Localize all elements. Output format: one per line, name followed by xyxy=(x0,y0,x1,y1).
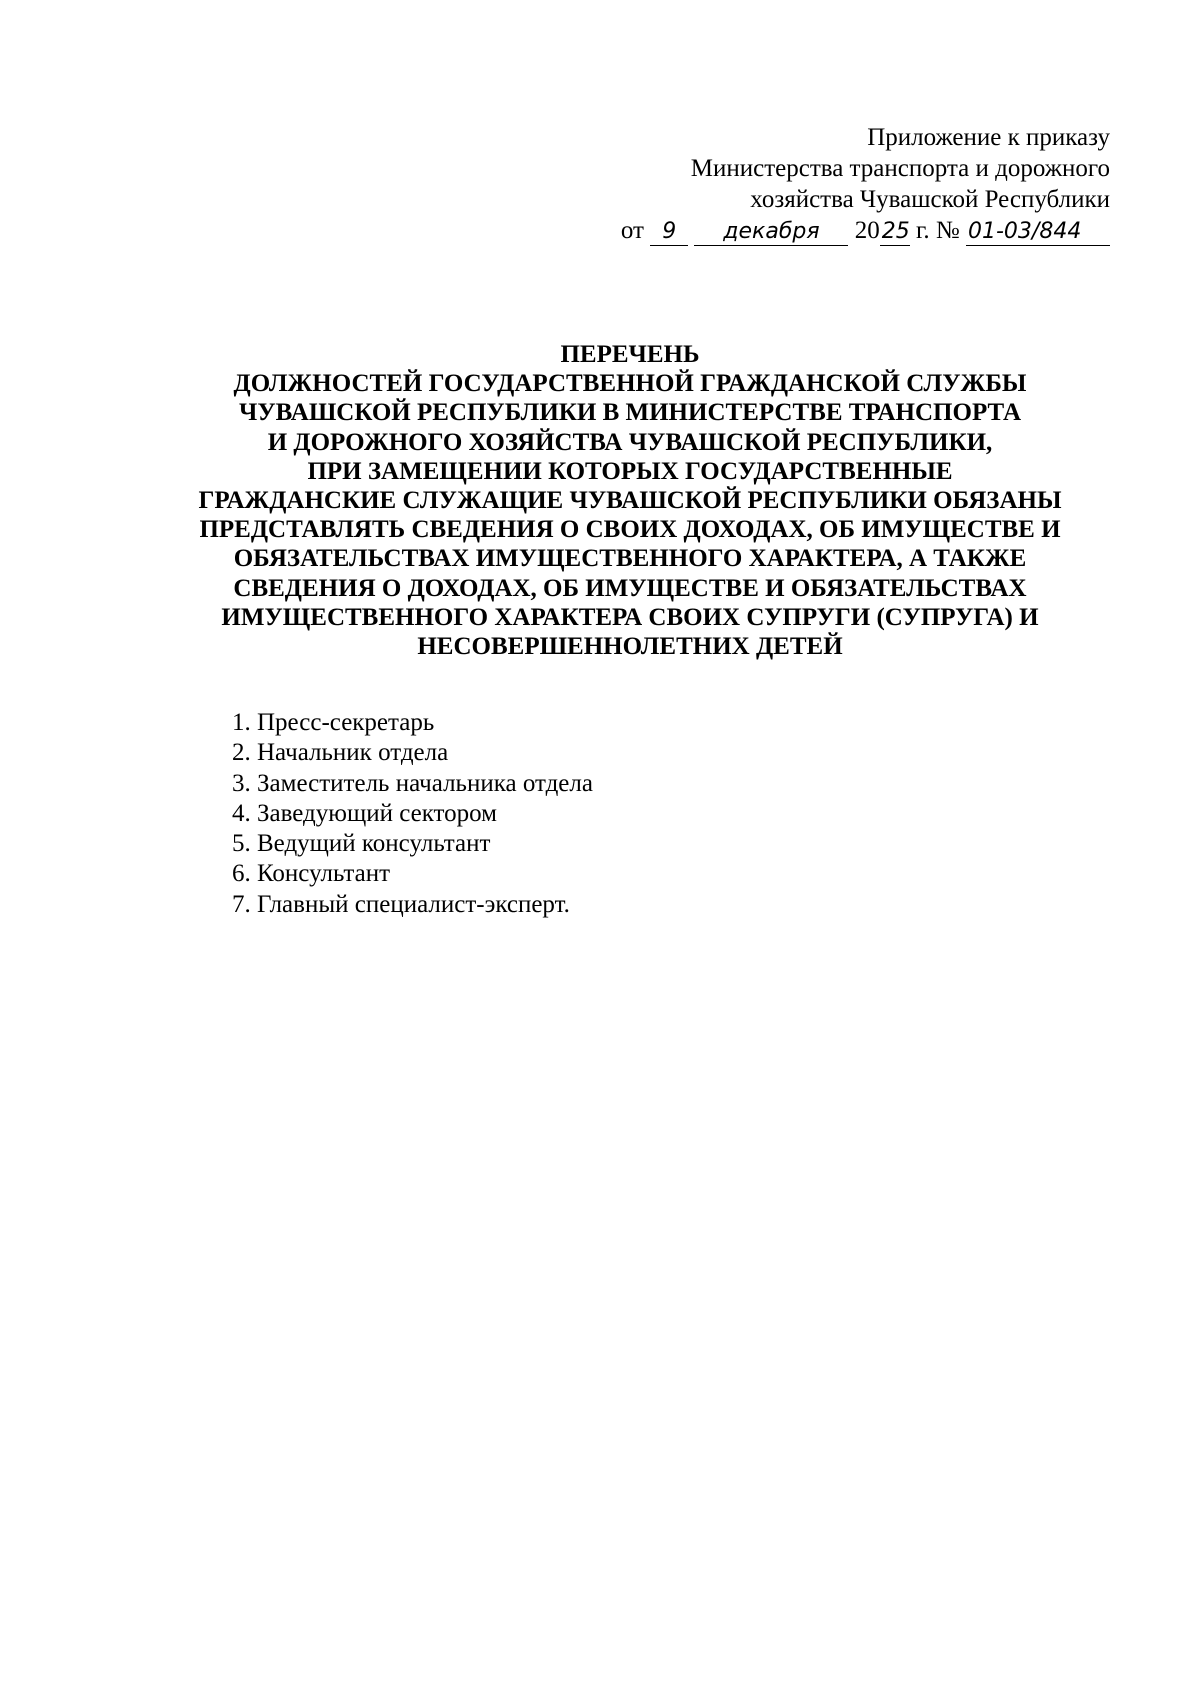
title-line-2: ЧУВАШСКОЙ РЕСПУБЛИКИ В МИНИСТЕРСТВЕ ТРАНСПОРТА xyxy=(238,399,1022,427)
appendix-line-2: Министерства транспорта и дорожного xyxy=(690,155,1110,182)
title-heading: ПЕРЕЧЕНЬ xyxy=(560,341,700,368)
title-line-8: СВЕДЕНИЯ О ДОХОДАХ, ОБ ИМУЩЕСТВЕ И ОБЯЗАТЕЛЬСТВАХ xyxy=(233,574,1027,602)
handwritten-order-number: 01-03/844 xyxy=(966,219,1110,246)
year-prefix: 20 xyxy=(854,217,880,244)
list-item: 4. Заведующий сектором xyxy=(232,799,497,827)
positions-list xyxy=(232,708,593,920)
list-item: 7. Главный специалист-эксперт. xyxy=(232,890,570,918)
year-label: г. № xyxy=(915,217,960,244)
handwritten-year-suffix: 25 xyxy=(881,219,910,244)
title-line-3: И ДОРОЖНОГО ХОЗЯЙСТВА ЧУВАШСКОЙ РЕСПУБЛИКИ, xyxy=(267,428,993,456)
list-item: 1. Пресс-секретарь xyxy=(232,709,435,736)
title-line-1: ДОЛЖНОСТЕЙ ГОСУДАРСТВЕННОЙ ГРАЖДАНСКОЙ СЛУЖБЫ xyxy=(233,370,1027,398)
handwritten-day: 9 xyxy=(650,219,688,246)
list-item: 5. Ведущий консультант xyxy=(232,830,491,858)
list-item: 6. Консультант xyxy=(232,860,391,888)
title-line-4: ПРИ ЗАМЕЩЕНИИ КОТОРЫХ ГОСУДАРСТВЕННЫЕ xyxy=(307,457,953,485)
appendix-header xyxy=(550,122,1110,249)
title-line-5: ГРАЖДАНСКИЕ СЛУЖАЩИЕ ЧУВАШСКОЙ РЕСПУБЛИКИ ОБЯЗАНЫ xyxy=(198,487,1062,515)
list-item: 2. Начальник отдела xyxy=(232,739,449,767)
title-line-9: ИМУЩЕСТВЕННОГО ХАРАКТЕРА СВОИХ СУПРУГИ (СУПРУГА) И xyxy=(221,603,1039,631)
appendix-line-1: Приложение к приказу xyxy=(867,124,1110,151)
handwritten-month: декабря xyxy=(694,219,848,246)
title-line-7: ОБЯЗАТЕЛЬСТВАХ ИМУЩЕСТВЕННОГО ХАРАКТЕРА, А ТАКЖЕ xyxy=(233,545,1027,573)
order-date-line xyxy=(550,215,1110,249)
title-line-10: НЕСОВЕРШЕННОЛЕТНИХ ДЕТЕЙ xyxy=(417,633,843,661)
appendix-line-3: хозяйства Чувашской Республики xyxy=(750,186,1110,213)
title-line-6: ПРЕДСТАВЛЯТЬ СВЕДЕНИЯ О СВОИХ ДОХОДАХ, ОБ ИМУЩЕСТВЕ И xyxy=(199,516,1061,544)
date-prefix: от xyxy=(620,217,644,244)
list-item: 3. Заместитель начальника отдела xyxy=(232,769,593,797)
document-title xyxy=(150,340,1110,661)
